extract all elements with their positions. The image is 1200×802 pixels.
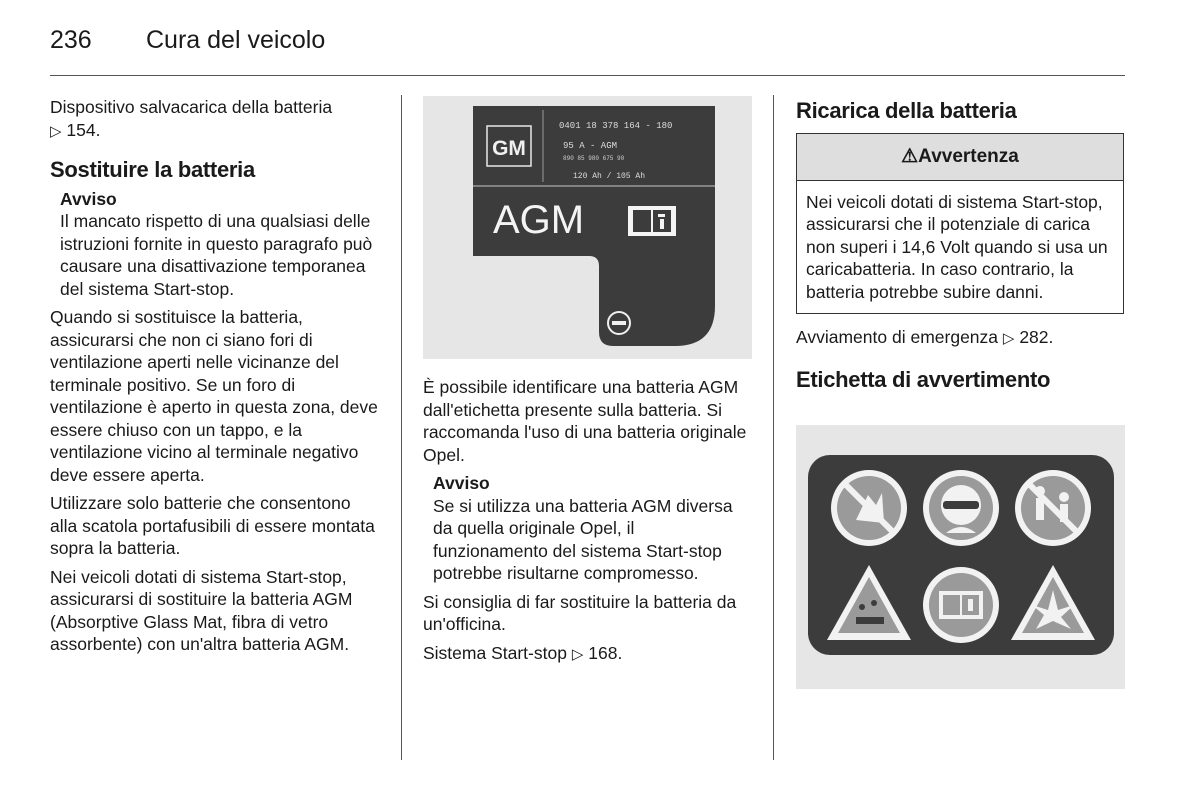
warning-text: Nei veicoli dotati di sistema Start-stop, assicurarsi che il potenziale di carica non superi i 14,6 Volt quando si usa un caricabatteria. In caso contrario, la batteria potrebbe subire danni. <box>806 191 1108 302</box>
page-title: Cura del veicolo <box>146 26 326 54</box>
xref-label: Avviamento di emergenza <box>796 327 999 347</box>
paragraph: Quando si sostituisce la batteria, assicurarsi che non ci siano fori di ventilazione aperti nelle vicinanze del terminale positivo. Se un foro di ventilazione è aperto in questa zona, deve essere chiuso con un tappo, e la ventilazione vicino al terminale negativo deve essere aperta. <box>50 307 378 485</box>
paragraph: Nei veicoli dotati di sistema Start-stop, assicurarsi di sostituire la batteria AGM (Absorptive Glass Mat, fibra di vetro assorbente) con un'altra batteria AGM. <box>50 566 353 654</box>
label-capacity: 120 Ah / 105 Ah <box>573 172 646 181</box>
header-rule <box>50 75 1125 76</box>
warning-label-illustration <box>796 425 1125 689</box>
page-reference-arrow-icon: ▷ <box>50 122 62 140</box>
xref-ref: 282. <box>1019 327 1054 347</box>
xref-paragraph <box>796 326 1124 351</box>
agm-label-illustration <box>423 96 752 359</box>
gm-logo: GM <box>492 137 526 160</box>
section-heading: Sostituire la batteria <box>50 157 255 182</box>
eye-protection-icon <box>923 470 999 546</box>
manual-book-icon <box>628 206 676 236</box>
column-divider-2 <box>773 95 774 760</box>
warning-box <box>796 133 1124 315</box>
note-title: Avviso <box>433 473 490 493</box>
page-reference-arrow-icon: ▷ <box>571 645 584 663</box>
warning-title: Avvertenza <box>918 145 1019 167</box>
xref-ref: 168. <box>588 642 623 663</box>
xref-label: Sistema Start-stop <box>423 642 567 663</box>
keep-children-away-icon <box>1015 470 1091 546</box>
agm-text: AGM <box>493 198 585 242</box>
label-code: 0401 18 378 164 - 180 <box>559 121 673 131</box>
paragraph: È possibile identificare una batteria AGM dall'etichetta presente sulla batteria. Si raccomanda l'uso di una batteria originale Opel. <box>423 377 747 465</box>
paragraph: Utilizzare solo batterie che consentono alla scatola portafusibili di essere montata sopra la batteria. <box>50 493 375 558</box>
label-number: 890 85 980 675 90 <box>563 155 625 162</box>
page-header <box>50 26 325 55</box>
label-spec: 95 A - AGM <box>563 141 618 151</box>
no-flame-icon <box>831 470 907 546</box>
column-3 <box>796 84 1124 397</box>
note-text: Se si utilizza una batteria AGM diversa da quella originale Opel, il funzionamento del sistema Start-stop potrebbe risultarne compromesso. <box>433 495 733 583</box>
intro-paragraph <box>50 96 380 143</box>
column-1 <box>50 96 380 662</box>
intro-text: Dispositivo salvacarica della batteria <box>50 97 333 117</box>
note-text: Il mancato rispetto di una qualsiasi delle istruzioni fornite in questo paragrafo può causare una disattivazione temporanea del sistema Start-stop. <box>60 211 373 299</box>
section-heading: Etichetta di avvertimento <box>796 366 1051 392</box>
note-block <box>423 472 753 585</box>
warning-header <box>797 134 1123 181</box>
xref-paragraph <box>423 642 753 667</box>
paragraph: Si consiglia di far sostituire la batteria da un'officina. <box>423 591 737 634</box>
page-number: 236 <box>50 26 92 54</box>
warning-label-figure <box>796 425 1125 689</box>
column-2 <box>423 376 753 672</box>
manual-book-icon <box>923 567 999 643</box>
agm-label-figure <box>423 96 752 359</box>
note-block <box>50 188 380 301</box>
page-reference-arrow-icon: ▷ <box>1002 330 1015 347</box>
column-divider-1 <box>401 95 402 760</box>
intro-ref: 154. <box>66 119 101 140</box>
section-heading: Ricarica della batteria <box>796 98 1017 123</box>
note-title: Avviso <box>60 188 117 209</box>
warning-triangle-icon: ⚠ <box>901 145 919 167</box>
